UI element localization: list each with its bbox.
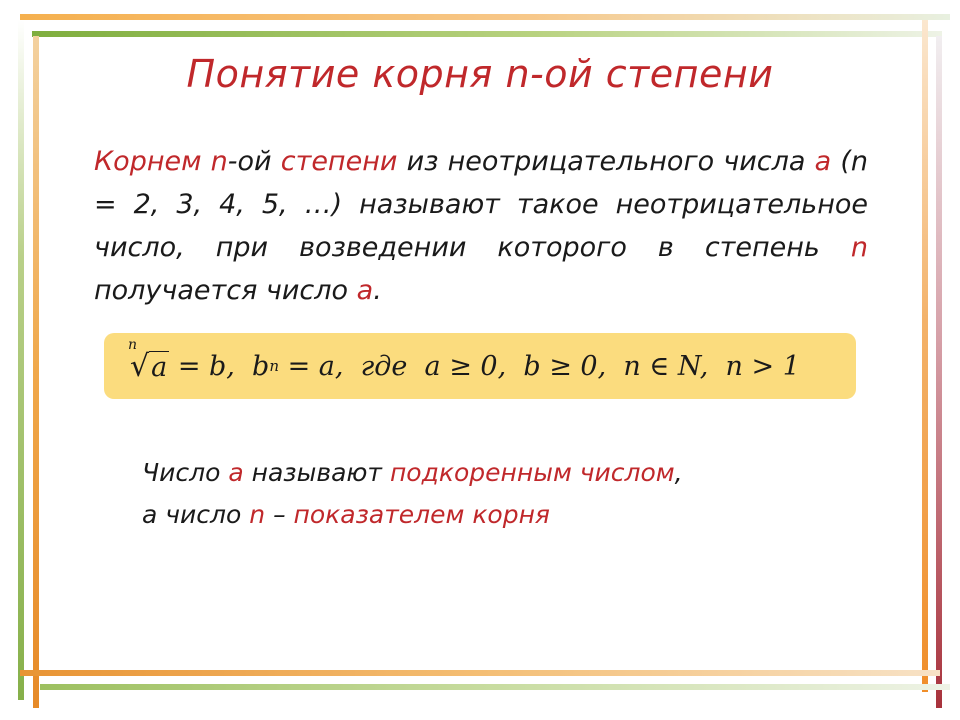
definition-text: из неотрицательного числа: [406, 146, 806, 177]
var-a: a: [228, 458, 244, 487]
frame-top-outer: [20, 14, 950, 20]
formula-part: = b, b: [169, 350, 270, 382]
var-n: n: [210, 146, 228, 177]
note-text: называют: [251, 458, 382, 487]
term-root: Корнем: [94, 146, 202, 177]
note-text: а число: [142, 500, 242, 529]
frame-top-inner: [32, 31, 942, 37]
formula-part: = a, где a ≥ 0, b ≥ 0, n ∈ N, n > 1: [279, 350, 800, 382]
frame-bottom-outer: [20, 670, 940, 676]
definition-text: (n = 2, 3, 4, 5, …) называют такое неотрицательное число, при возведении которого в степень: [94, 146, 868, 263]
definition-text: -ой: [227, 146, 272, 177]
note-text: Число: [142, 458, 221, 487]
slide-title: Понятие корня n-ой степени: [186, 52, 774, 96]
note-dash: –: [273, 500, 286, 529]
var-n: n: [850, 232, 868, 263]
frame-bottom-inner: [40, 684, 950, 690]
frame-left-outer: [18, 20, 24, 700]
note-paragraph: [142, 452, 842, 536]
var-a: a: [814, 146, 832, 177]
var-n: n: [249, 500, 266, 529]
definition-paragraph: [94, 140, 868, 312]
var-a: a: [356, 275, 374, 306]
definition-period: .: [373, 275, 382, 306]
term-index: показателем корня: [293, 500, 550, 529]
radical-sign: √: [130, 348, 150, 384]
formula-box: [104, 333, 856, 399]
root-index: n: [128, 336, 138, 353]
frame-right-inner: [936, 36, 942, 708]
note-comma: ,: [674, 458, 683, 487]
nth-root: [126, 336, 169, 384]
frame-left-inner: [33, 36, 39, 708]
definition-text: получается число: [94, 275, 349, 306]
term-radicand: подкоренным числом: [389, 458, 675, 487]
exponent: n: [269, 357, 280, 375]
term-degree: степени: [280, 146, 398, 177]
frame-right-outer: [922, 20, 928, 692]
radicand: a: [151, 351, 168, 383]
